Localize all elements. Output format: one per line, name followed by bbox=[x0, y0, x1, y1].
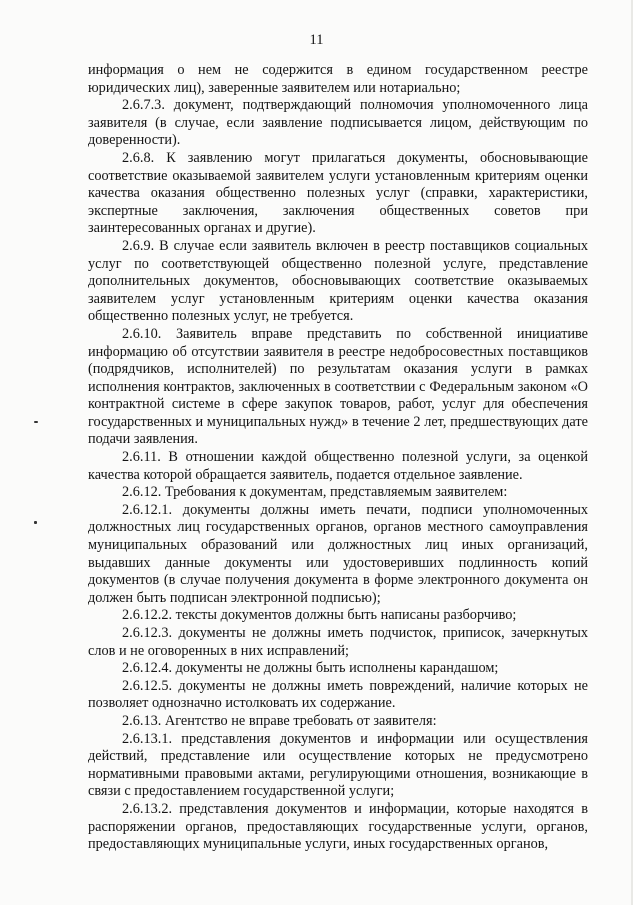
paragraph: информация о нем не содержится в едином государственном реестре юридических лиц), заверенные заявителем или нотариально; bbox=[88, 62, 588, 96]
paragraph: 2.6.12.5. документы не должны иметь повреждений, наличие которых не позволяет однозначно истолковать их содержание. bbox=[88, 677, 588, 712]
paragraph: 2.6.8. К заявлению могут прилагаться документы, обосновывающие соответствие оказываемой заявителем услуги установленным критериям оценки качества оказания общественно полезных услуг (справки, характеристики, экспертные заключения, заключения общественных советов при заинтересованных органах и другие). bbox=[88, 149, 588, 237]
paragraph: 2.6.12.4. документы не должны быть исполнены карандашом; bbox=[122, 660, 499, 677]
margin-mark bbox=[34, 521, 37, 524]
page-number: 11 bbox=[309, 32, 324, 48]
paragraph: 2.6.7.3. документ, подтверждающий полномочия уполномоченного лица заявителя (в случае, если заявление подписывается лицом, действующим по доверенности). bbox=[88, 97, 588, 149]
paragraph: 2.6.13.1. представления документов и информации или осуществления действий, представление или осуществление которых не предусмотрено нормативными правовыми актами, регулирующими отношения, возникающие в связи с предоставлением государственной услуги; bbox=[88, 730, 588, 800]
paragraph: 2.6.13. Агентство не вправе требовать от заявителя: bbox=[122, 712, 437, 729]
paragraph: 2.6.13.2. представления документов и информации, которые находятся в распоряжении органов, предоставляющих государственные услуги, органов, предоставляющих муниципальные услуги, иных государственных органов, bbox=[88, 800, 588, 853]
paragraph: 2.6.12.3. документы не должны иметь подчисток, приписок, зачеркнутых слов и не оговоренных в них исправлений; bbox=[88, 625, 588, 659]
paragraph: 2.6.9. В случае если заявитель включен в реестр поставщиков социальных услуг по соответствующей общественно полезной услуге, представление дополнительных документов, обосновывающих соответствие оказываемых заявителем услуг установленным критериям оценки качества оказания общественно полезных услуг, не требуется. bbox=[88, 237, 588, 325]
paragraph: 2.6.11. В отношении каждой общественно полезной услуги, за оценкой качества которой обращается заявитель, подается отдельное заявление. bbox=[88, 449, 588, 483]
paragraph: 2.6.10. Заявитель вправе представить по собственной инициативе информацию об отсутствии заявителя в реестре недобросовестных поставщиков (подрядчиков, исполнителей) по результатам оказания услуги в рамках исполнения контрактов, заключенных в соответствии с Федеральным законом «О контрактной системе в сфере закупок товаров, работ, услуг для обеспечения государственных и муниципальных нужд» в течение 2 лет, предшествующих дате подачи заявления. bbox=[88, 325, 588, 448]
margin-mark bbox=[34, 421, 38, 423]
paragraph: 2.6.12.2. тексты документов должны быть написаны разборчиво; bbox=[122, 607, 517, 624]
document-body bbox=[88, 62, 588, 854]
paragraph: 2.6.12. Требования к документам, представляемым заявителем: bbox=[122, 484, 508, 501]
paragraph: 2.6.12.1. документы должны иметь печати, подписи уполномоченных должностных лиц государственных органов, органов местного самоуправления муниципальных образований или должностных лиц иных организаций, выдавших данные документы или удостоверивших подлинность копий документов (в случае получения документа в форме электронного документа он должен быть подписан электронной подписью); bbox=[88, 501, 588, 606]
